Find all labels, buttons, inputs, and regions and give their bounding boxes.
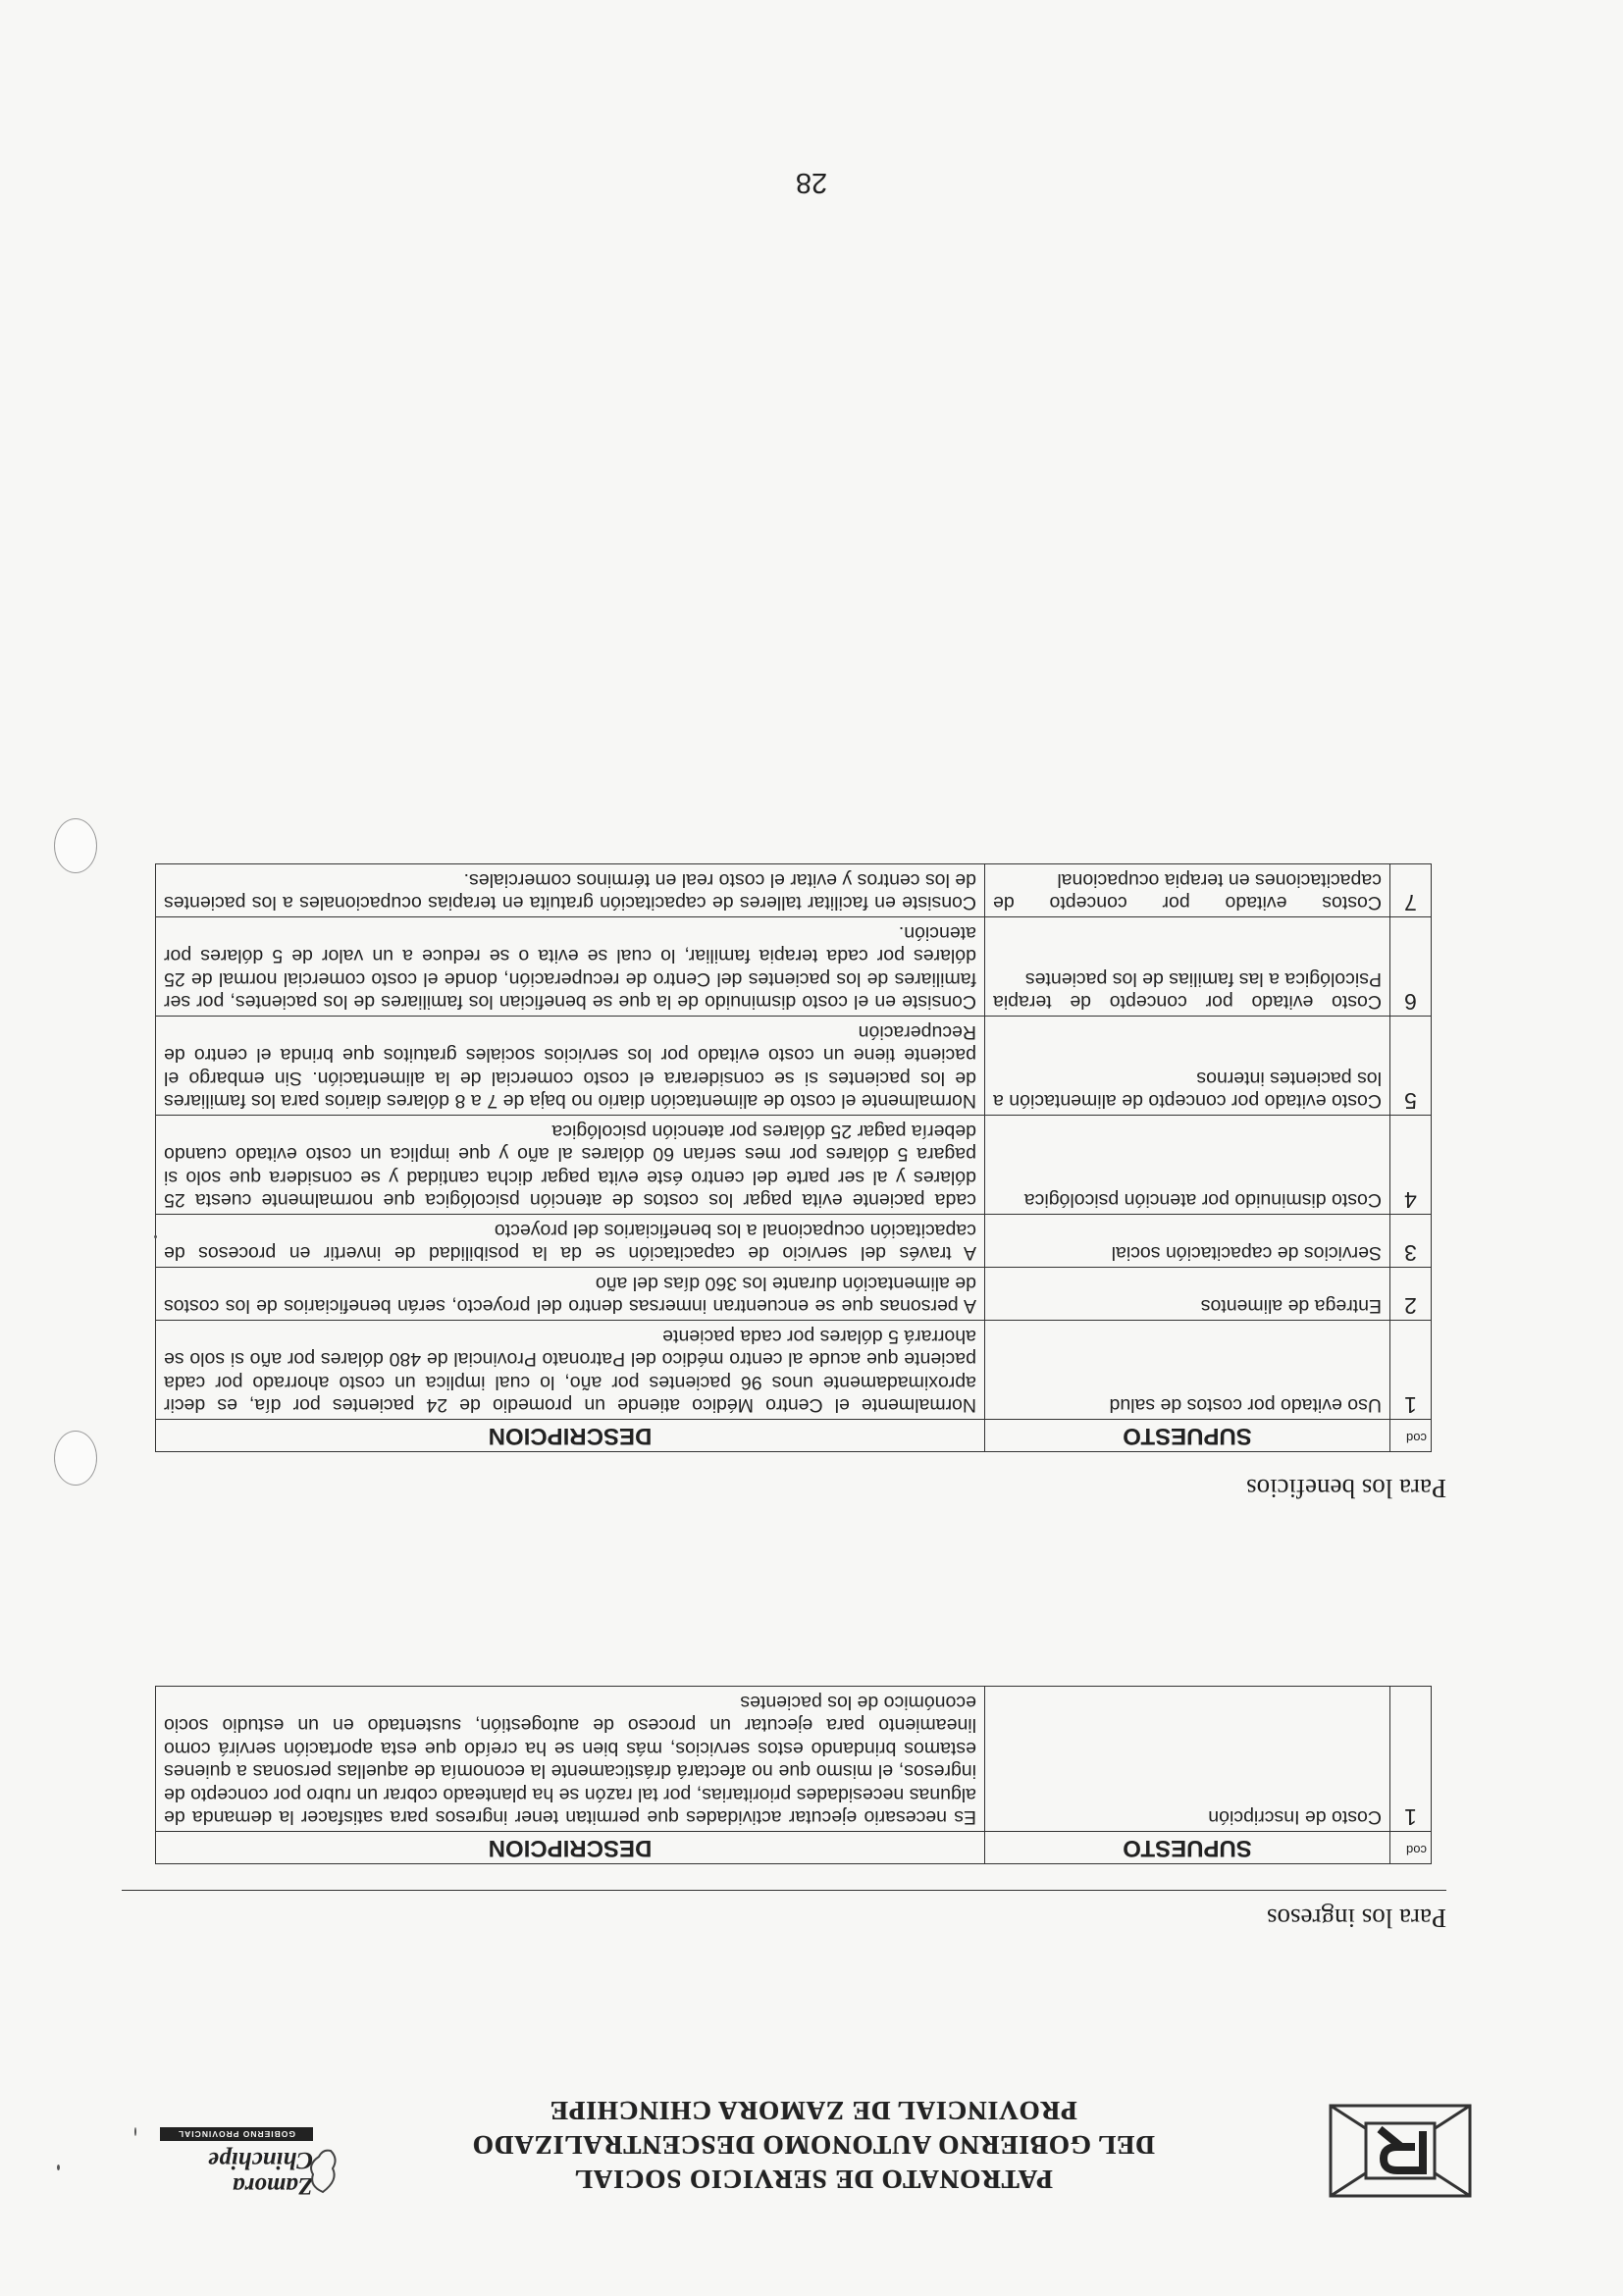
patronato-logo bbox=[1327, 2102, 1474, 2200]
header-descripcion: DESCRIPCION bbox=[156, 1832, 985, 1864]
row-cod: 1 bbox=[1390, 1321, 1432, 1420]
row-descripcion: Consiste en el costo disminuido de la que se benefician los familiares de los pacientes, por ser familiares de los pacientes del Centro de recuperación, donde el costo comercial normal de 25 dólares por cada terapia familiar, lo cual se evita o se reduce a un valor de 5 dólares por atención. bbox=[156, 917, 985, 1017]
row-supuesto: Costo evitado por concepto de alimentación a los pacientes internos bbox=[985, 1017, 1390, 1116]
ingresos-title: Para los ingresos bbox=[1267, 1904, 1446, 1933]
institution-line-1: PATRONATO DE SERVICIO SOCIAL bbox=[574, 2165, 1053, 2194]
row-descripcion: cada paciente evita pagar los costos de atención psicológica que normalmente cuesta 25 dólares y al ser parte del centro éste evita pagar dicha cantidad y se considera que solo si pagara 5 dólares por mes serían 60 dólares al año y que implica un costo evitado cuando debería pagar 25 dólares por atención psicológica bbox=[156, 1116, 985, 1215]
institution-header bbox=[426, 2093, 1201, 2196]
row-cod: 1 bbox=[1390, 1687, 1432, 1832]
header-supuesto: SUPUESTO bbox=[985, 1420, 1390, 1452]
province-map-icon bbox=[303, 2147, 342, 2194]
brand-line-2: Chinchipe bbox=[208, 2147, 313, 2173]
row-supuesto: Uso evitado por costos de salud bbox=[985, 1321, 1390, 1420]
row-supuesto: Costo de Inscripción bbox=[985, 1687, 1390, 1832]
row-descripcion: Normalmente el costo de alimentación diario no baja de 7 a 8 dólares diarios para los familiares de los pacientes si se considerara el costo comercial de la alimentación. Sin embargo el paciente tiene un costo evitado por los servicios sociales gratuitos que brinda el centro de Recuperación bbox=[156, 1017, 985, 1116]
scan-speck bbox=[154, 1235, 157, 1238]
punch-hole bbox=[54, 818, 97, 873]
patronato-emblem-icon bbox=[1327, 2102, 1474, 2200]
header-supuesto: SUPUESTO bbox=[985, 1832, 1390, 1864]
table-row bbox=[156, 917, 1432, 1017]
row-descripcion: Normalmente el Centro Médico atiende un promedio de 24 pacientes por día, es decir aproximadamente unos 96 pacientes por año, lo cual implica un costo ahorrado por cada paciente que acude al centro médico del Patronato Provincial de 480 dólares por año si solo se ahorrará 5 dólares por cada paciente bbox=[156, 1321, 985, 1420]
section-divider bbox=[122, 1890, 1446, 1891]
table-header-row bbox=[156, 1420, 1432, 1452]
row-cod: 6 bbox=[1390, 917, 1432, 1017]
row-descripcion: A través del servicio de capacitación se da la posibilidad de invertir en procesos de capacitación ocupacional a los beneficiarios del proyecto bbox=[156, 1215, 985, 1268]
institution-line-2: DEL GOBIERNO AUTONOMO DESCENTRALIZADO bbox=[472, 2130, 1155, 2160]
beneficios-title: Para los beneficios bbox=[1246, 1474, 1446, 1503]
table-row bbox=[156, 1017, 1432, 1116]
row-supuesto: Costo disminuido por atención psicológica bbox=[985, 1116, 1390, 1215]
zamora-chinchipe-logo bbox=[141, 2090, 313, 2198]
row-cod: 3 bbox=[1390, 1215, 1432, 1268]
table-row bbox=[156, 864, 1432, 917]
table-row bbox=[156, 1268, 1432, 1321]
scan-speck bbox=[134, 2127, 136, 2136]
brand-line-1: Zamora bbox=[233, 2172, 313, 2199]
brand-band: GOBIERNO PROVINCIAL bbox=[160, 2127, 313, 2141]
header-descripcion: DESCRIPCION bbox=[156, 1420, 985, 1452]
page-number: 28 bbox=[795, 167, 828, 198]
row-descripcion: Consiste en facilitar talleres de capacitación gratuita en terapias ocupacionales a los pacientes de los centros y evitar el costo real en términos comerciales. bbox=[156, 864, 985, 917]
row-supuesto: Entrega de alimentos bbox=[985, 1268, 1390, 1321]
row-descripcion: A personas que se encuentran inmersas dentro del proyecto, serán beneficiarios de los costos de alimentación durante los 360 días del año bbox=[156, 1268, 985, 1321]
table-row bbox=[156, 1116, 1432, 1215]
table-row bbox=[156, 1687, 1432, 1832]
row-cod: 4 bbox=[1390, 1116, 1432, 1215]
row-cod: 2 bbox=[1390, 1268, 1432, 1321]
row-supuesto: Costo evitado por concepto de terapia Psicológica a las familias de los pacientes bbox=[985, 917, 1390, 1017]
row-supuesto: Servicios de capacitación social bbox=[985, 1215, 1390, 1268]
beneficios-table bbox=[155, 864, 1432, 1453]
header-cod: cod bbox=[1390, 1832, 1432, 1864]
header-cod: cod bbox=[1390, 1420, 1432, 1452]
row-cod: 5 bbox=[1390, 1017, 1432, 1116]
punch-hole bbox=[54, 1431, 97, 1486]
row-supuesto: Costos evitado por concepto de capacitaciones en terapia ocupacional bbox=[985, 864, 1390, 917]
scan-speck bbox=[57, 2165, 60, 2170]
table-row bbox=[156, 1215, 1432, 1268]
table-row bbox=[156, 1321, 1432, 1420]
institution-line-3: PROVINCIAL DE ZAMORA CHINCHIPE bbox=[550, 2096, 1077, 2125]
ingresos-table bbox=[155, 1687, 1432, 1865]
table-header-row bbox=[156, 1832, 1432, 1864]
row-cod: 7 bbox=[1390, 864, 1432, 917]
row-descripcion: Es necesario ejecutar actividades que permitan tener ingresos para satisfacer la demanda de algunas necesidades prioritarias, por tal razón se ha planteado cobrar un rubro por concepto de ingresos, el mismo que no afectará drásticamente la economía de aquellas personas a quienes estamos brindando estos servicios, más bien se ha creído que esta aportación servirá como lineamiento para ejecutar un proceso de autogestión, sustentado en un estudio socio económico de los pacientes bbox=[156, 1687, 985, 1832]
